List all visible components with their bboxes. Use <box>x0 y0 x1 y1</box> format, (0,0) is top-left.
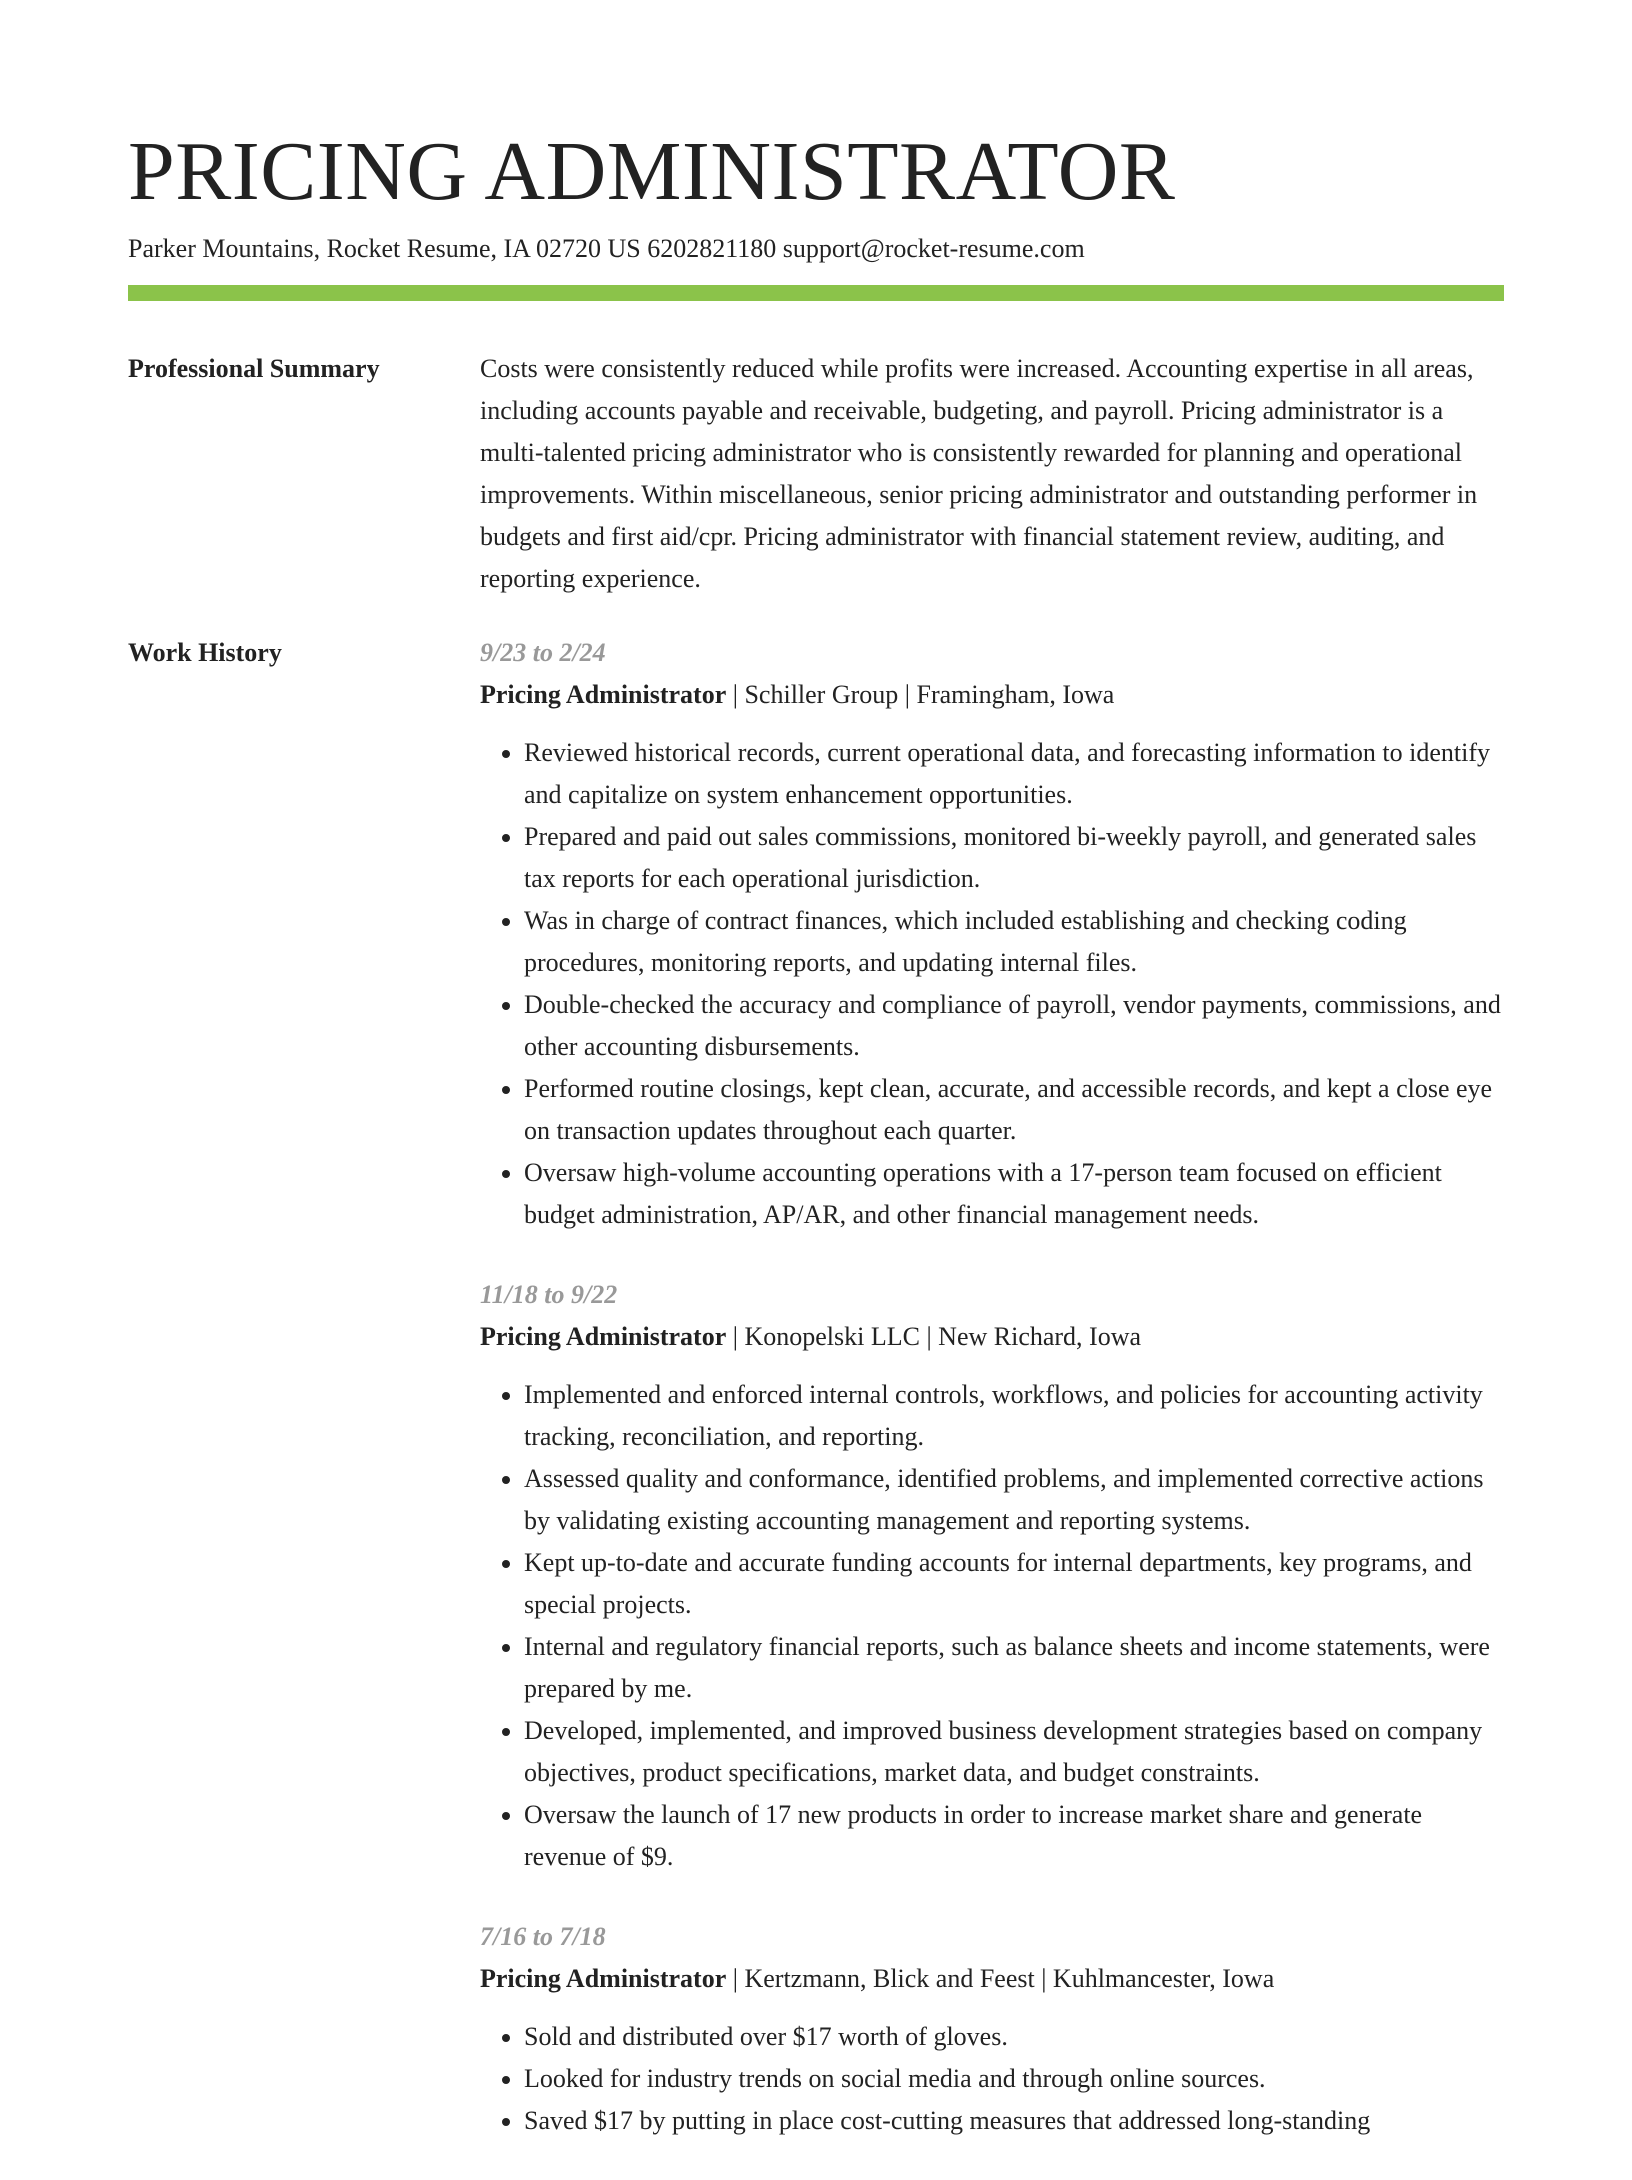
job-bullet: • Internal and regulatory financial reports, such as balance sheets and income statements, were prepared by me. <box>524 1626 1504 1710</box>
job-entry <box>480 632 1504 1236</box>
job-entry <box>480 1916 1504 2142</box>
job-bullet: • Was in charge of contract finances, which included establishing and checking coding procedures, monitoring reports, and updating internal files. <box>524 900 1504 984</box>
job-bullet: • Performed routine closings, kept clean, accurate, and accessible records, and kept a close eye on transaction updates throughout each quarter. <box>524 1068 1504 1152</box>
summary-text: Costs were consistently reduced while profits were increased. Accounting expertise in all areas, including accounts payable and receivable, budgeting, and payroll. Pricing administrator is a multi-talented pricing administrator who is consistently rewarded for planning and operational improvements. Within miscellaneous, senior pricing administrator and outstanding performer in budgets and first aid/cpr. Pricing administrator with financial statement review, auditing, and reporting experience. <box>480 354 1478 593</box>
job-dates: 7/16 to 7/18 <box>480 1922 606 1951</box>
contact-line: Parker Mountains, Rocket Resume, IA 02720 US 6202821180 support@rocket-resume.com <box>128 234 1085 263</box>
job-bullet-list <box>480 732 1504 1236</box>
job-bullet: • Double-checked the accuracy and compliance of payroll, vendor payments, commissions, and other accounting disbursements. <box>524 984 1504 1068</box>
job-company-location: | Kertzmann, Blick and Feest | Kuhlmancester, Iowa <box>726 1964 1275 1993</box>
job-bullet: • Prepared and paid out sales commissions, monitored bi-weekly payroll, and generated sales tax reports for each operational jurisdiction. <box>524 816 1504 900</box>
job-bullet: • Sold and distributed over $17 worth of gloves. <box>524 2016 1504 2058</box>
job-bullet: • Kept up-to-date and accurate funding accounts for internal departments, key programs, and special projects. <box>524 1542 1504 1626</box>
job-company-location: | Konopelski LLC | New Richard, Iowa <box>726 1322 1142 1351</box>
summary-label: Professional Summary <box>128 354 380 383</box>
job-bullet: • Developed, implemented, and improved business development strategies based on company objectives, product specifications, market data, and budget constraints. <box>524 1710 1504 1794</box>
job-header <box>480 674 1504 716</box>
job-title: Pricing Administrator <box>480 680 727 709</box>
work-history-label: Work History <box>128 638 282 667</box>
job-bullet: • Oversaw the launch of 17 new products in order to increase market share and generate revenue of $9. <box>524 1794 1504 1878</box>
job-header <box>480 1316 1504 1358</box>
job-bullet: • Saved $17 by putting in place cost-cutting measures that addressed long-standing <box>524 2100 1504 2142</box>
job-title: Pricing Administrator <box>480 1964 727 1993</box>
job-dates: 9/23 to 2/24 <box>480 638 606 667</box>
job-title: Pricing Administrator <box>480 1322 727 1351</box>
job-header <box>480 1958 1504 2000</box>
resume-title: PRICING ADMINISTRATOR <box>128 125 1176 218</box>
job-company-location: | Schiller Group | Framingham, Iowa <box>726 680 1115 709</box>
job-bullet: • Assessed quality and conformance, identified problems, and implemented corrective actions by validating existing accounting management and reporting systems. <box>524 1458 1504 1542</box>
job-bullet: • Reviewed historical records, current operational data, and forecasting information to identify and capitalize on system enhancement opportunities. <box>524 732 1504 816</box>
job-entry <box>480 1274 1504 1878</box>
job-bullet-list <box>480 1374 1504 1878</box>
job-bullet: • Oversaw high-volume accounting operations with a 17-person team focused on efficient budget administration, AP/AR, and other financial management needs. <box>524 1152 1504 1236</box>
job-bullet-list <box>480 2016 1504 2142</box>
job-dates: 11/18 to 9/22 <box>480 1280 618 1309</box>
work-history-list <box>480 632 1504 2180</box>
accent-divider <box>128 285 1504 301</box>
job-bullet: • Implemented and enforced internal controls, workflows, and policies for accounting activity tracking, reconciliation, and reporting. <box>524 1374 1504 1458</box>
summary-body <box>480 348 1504 600</box>
job-bullet: • Looked for industry trends on social media and through online sources. <box>524 2058 1504 2100</box>
